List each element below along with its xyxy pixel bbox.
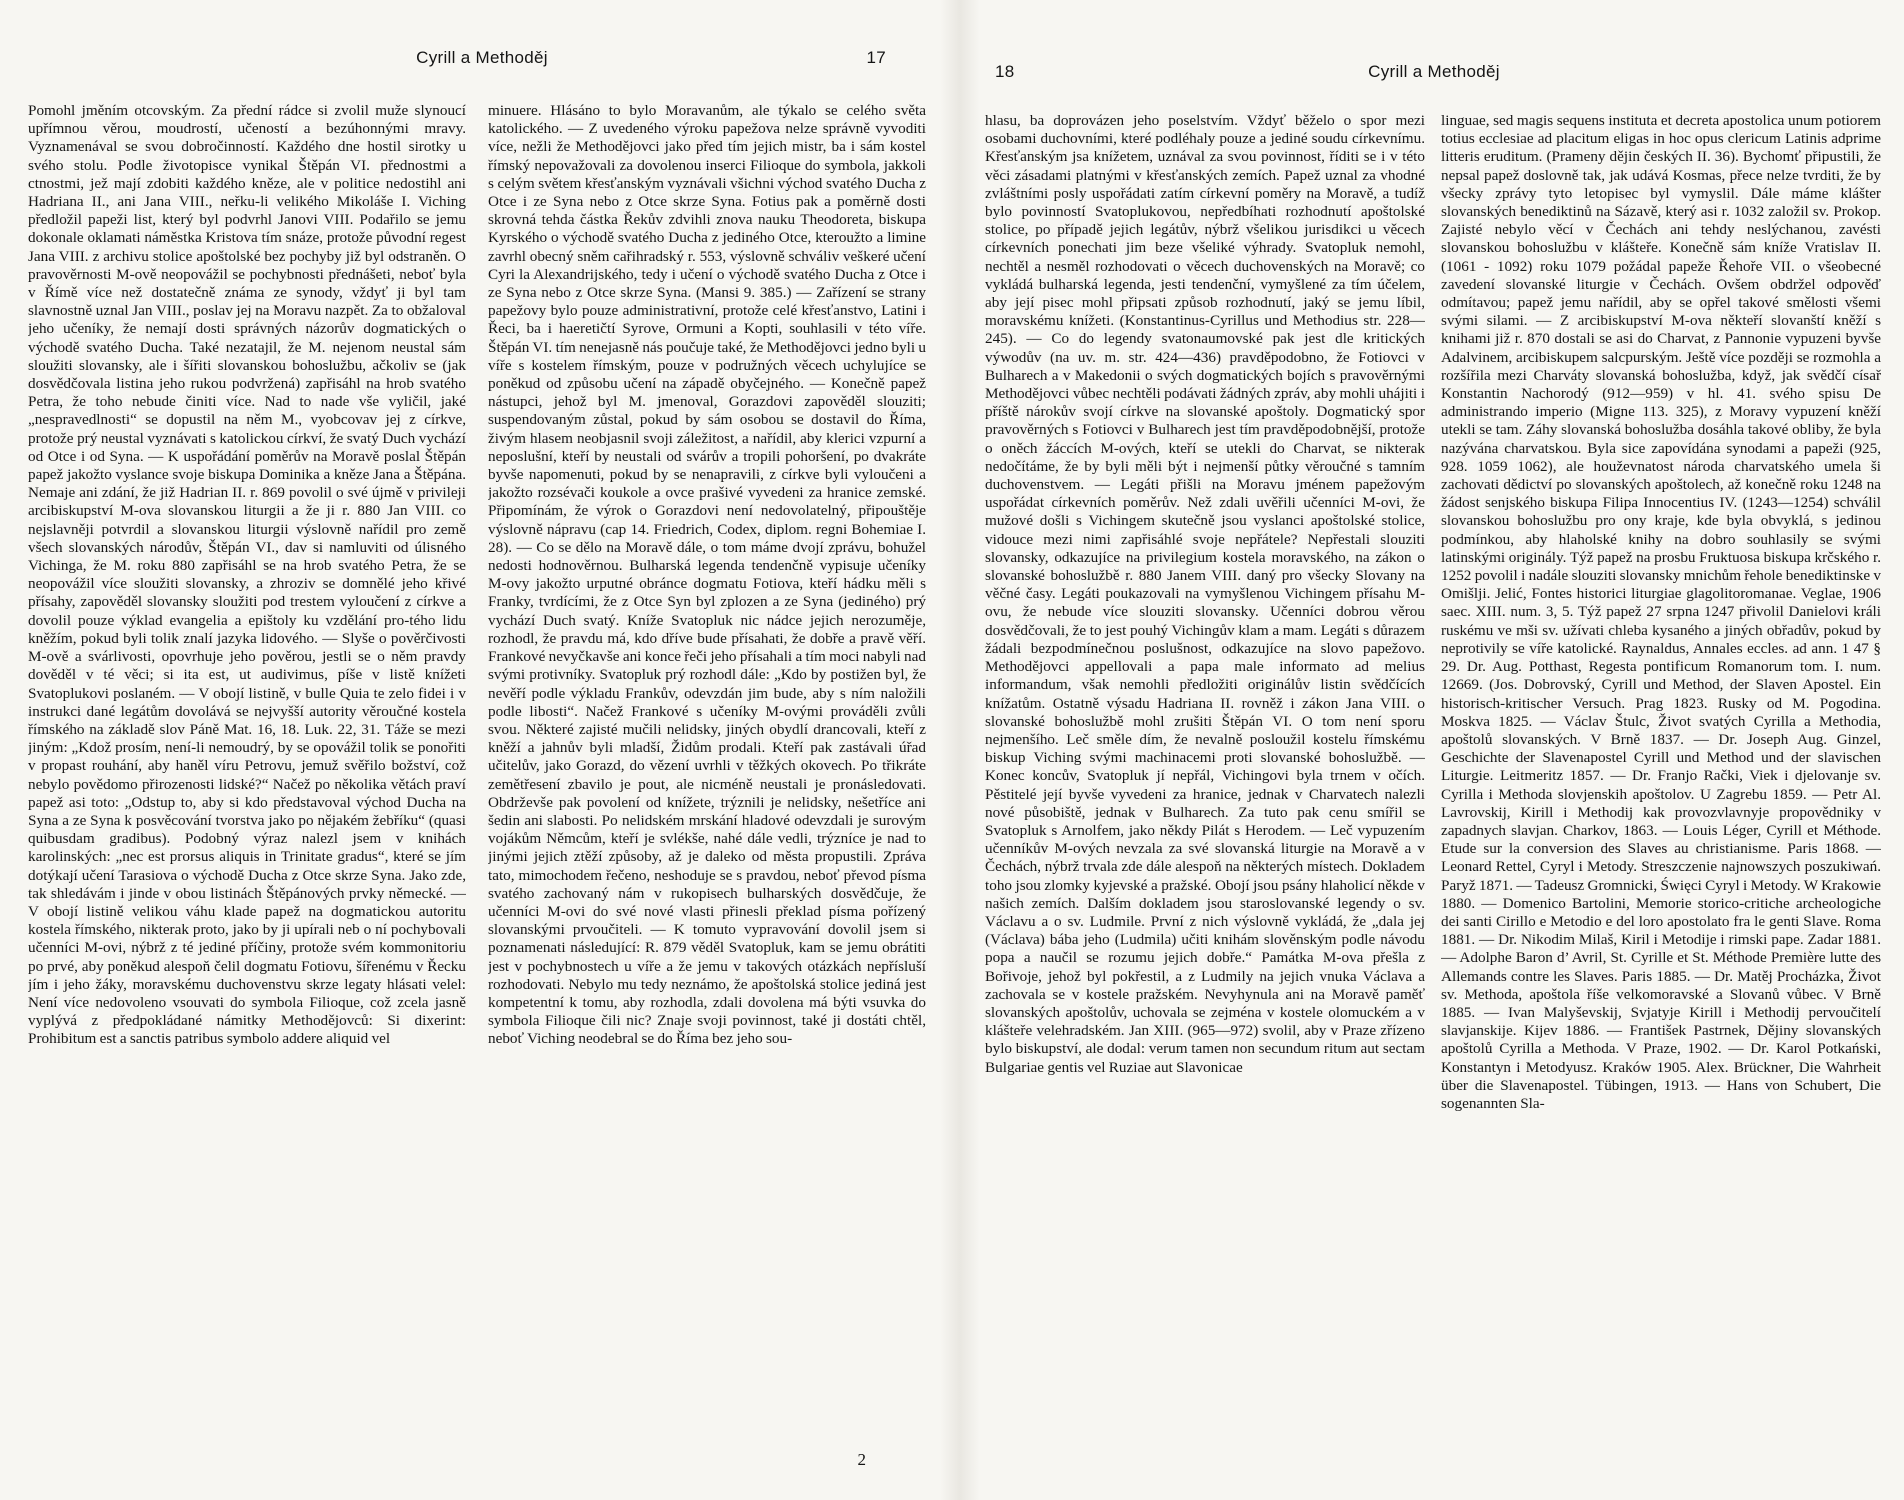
text-columns xyxy=(985,112,1883,1440)
signature-mark: 2 xyxy=(857,1450,866,1469)
text-column-left xyxy=(28,102,466,1440)
paragraph: linguae, sed magis sequens instituta et decreta apostolica unum potiorem totius ecclesiae ad placitum eligas in hoc opus clericum Latinis adprime litteris eruditum. (Prameny dějin českých II. 36). Bychomť připustili, že nepsal papež doslovně tak, jak udává Kosmas, přece nelze tvrditi, že by všecky zprávy tyto letopisec byl vymyslil. Dále máme klášter slovanských benediktinů na Sázavě, který asi r. 1032 založil sv. Prokop. Zajisté nebylo věcí v Čechách ani tehdy neslýchanou, zavésti slovanskou bohoslužbu v klášteře. Konečně sám kníže Vratislav II. (1061 - 1092) roku 1079 požádal papeže Řehoře VII. o všeobecné zavedení slovanské liturgie v Čechách. Ovšem obdržel odpověď odmítavou; papež jemu nařídil, aby se opřel takové smělosti všemi svými silami. — Z arcibiskupství M-ova někteří slovanští kněží s knihami již r. 870 dostali se asi do Charvat, z Pannonie vypuzeni byvše Adalvinem, arcibiskupem salcpurským. Ještě více později se rozmohla a rozšířila mezi Charváty slovanská bohoslužba, když, jak svědčí císař Konstantin Nachorodý (912—959) v hl. 41. svého spisu De administrando imperio (Migne 113. 325), z Moravy vypuzení kněží utekli se tam. Záhy slovanská bohoslužba dosáhla takové obliby, že byla nazývána charvatskou. Byla sice zapovídána synodami a papeži (925, 928. 1059 1062), ale houževnatost národa charvatského umela ši zachovati dědictví po slovanských apoštolech, až konečně roku 1248 na žádost senjského biskupa Filipa Innocentius IV. (1243—1254) schválil slovanskou bohoslužbu pro ony kraje, kde byla obvyklá, s jedinou podmínkou, aby hlaholské knihy na dobro souhlasily se svými latinskými originály. Týž papež na prosbu Fruktuosa biskupa krčského r. 1252 povolil i nadále slouziti slovansky mnichům řehole benediktinske v Omišlji. Jelić, Fontes historici liturgiae glagolitoromanae. Veglae, 1906 saec. XIII. num. 3, 5. Týž papež 27 srpna 1247 přivolil Danielovi králi ruskému ve mši sv. užívati chleba kysaného a jiných obřadův, pokud by neprotivily se víře katolické. Raynaldus, Annales eccles. ad ann. 1 47 § 29. Dr. Aug. Potthast, Regesta pontificum Romanorum tom. I. num. 12669. (Jos. Dobrovský, Cyrill und Method, der Slaven Apostel. Ein historisch-kritischer Versuch. Prag 1823. Rusky od M. Pogodina. Moskva 1825. — Václav Štulc, Život svatých Cyrilla a Methodia, apoštolů slovanských. V Brně 1837. — Dr. Joseph Aug. Ginzel, Geschichte der Slavenapostel Cyrill und Method und der slavischen Liturgie. Leitmeritz 1857. — Dr. Franjo Rački, Viek i djelovanje sv. Cyrilla i Methoda slovjenskih apoštolov. U Zagrebu 1859. — Petr Al. Lavrovskij, Kirill i Methodij kak provozvlavnyje propovědniky v zapadnych slavjan. Charkov, 1863. — Louis Léger, Cyrill et Méthode. Etude sur la conversion des Slaves au christianisme. Paris 1868. — Leonard Rettel, Cyryl i Metody. Streszczenie najnowszych poszukiwań. Paryž 1871. — Tadeusz Gromnicki, Święci Cyryl i Metody. W Krakowie 1880. — Domenico Bartolini, Memorie storico-critiche archeologiche dei santi Cirillo e Metodio e del loro apostolato fra le genti Slave. Roma 1881. — Dr. Nikodim Milaš, Kiril i Metodije i rimski pape. Zadar 1881. — Adolphe Baron d’ Avril, St. Cyrille et St. Méthode Première lutte des Allemands contre les Slaves. Paris 1885. — Dr. Matěj Procházka, Život sv. Methoda, apoštola říše velkomoravské a Slovanů vůbec. V Brně 1885. — Ivan Malyševskij, Svjatyje Kirill i Methodij pervoučitelí slavjanskije. Kijev 1886. — František Pastrnek, Dějiny slovanských apoštolů Cyrilla a Methoda. V Praze, 1902. — Dr. Karol Potkański, Konstantyn i Metodyusz. Kraków 1905. Alex. Brückner, Die Wahrheit über die Slavenapostel. Tübingen, 1913. — Hans von Schubert, Die sogenannten Sla- xyxy=(1441,112,1881,1112)
book-gutter xyxy=(940,0,980,1500)
text-column-left xyxy=(985,112,1425,1440)
running-head-title: Cyrill a Methoděj xyxy=(416,48,548,67)
paragraph: Pomohl jměním otcovským. Za přední rádce si zvolil muže slynoucí upřímnou věrou, moudrostí, učeností a bezúhonnými mravy. Vyznamenával se svou dobročinností. Každého dne hostil sirotky u svého stolu. Podle životopisce vynikal Štěpán VI. přednostmi a ctnostmi, jež mají zdobiti každého kněze, ale v politice nedostihl ani Hadriana II., ani Jana VIII., neřku-li velikého Mikoláše I. Viching předložil papeži list, který byl podvrhl Janovi VIII. Podařilo se jemu dokonale oklamati náměstka Kristova tím snáze, protože původní regest Jana VIII. z archivu stolice apoštolské bez pochyby již byl odstraněn. O pravověrnosti M-ově neopovážil se pochybnosti přednášeti, neboť byla v Římě více než dostatečně známa ze synody, vždyť ji byl tam slavnostně uznal Jan VIII., poslav jej na Moravu nazpět. Za to obžaloval jeho učeníky, že nemají dosti správných názorův dogmatických o východě svatého Ducha. Také nezatajil, že M. nejenom neustal sám sloužiti slovansky, ale i šířiti slovanskou bohoslužbu, ačkoliv se (jak dosvědčovala listina jeho rukou podvržená) zapřisáhl na hrob svatého Petra, že toho nebude činiti více. Nad to nade vše vyličil, jaké „nespravedlnosti“ se dopustil na něm M., vyobcovav jej z církve, protože prý neustal vyznávati s katolickou církví, že svatý Duch vychází od Otce i od Syna. — K uspořádání poměrův na Moravě poslal Štěpán papež jakožto vyslance svoje biskupa Dominika a kněze Jana a Štěpána. Nemaje ani zdání, že již Hadrian II. r. 869 povolil o své újmě v privileji arcibiskupství M-ova slovanskou liturgii a že ji r. 880 Jan VIII. co nejslavněji potvrdil a slovanskou liturgii výslovně nařídil pro země všech slovanských národův, Štěpán VI., dav si namluviti od úlisného Vichinga, že M. roku 880 zapřisáhl se na hrob svatého Petra, že se neopovážil více sloužiti slovansky, a zhroziv se domnělé jeho křivé přísahy, zapověděl slovansky sloužiti pod trestem vyloučení z církve a dovolil pouze výklad evangelia a epištoly ku vzdělání pro-tého lidu kněžím, pokud byli tolik znalí jazyka lidového. — Slyše o pověrčivosti M-ově a svárlivosti, opovrhuje jeho pověrou, jestli se o něm pravdy dověděl v té věci; si ita est, ut audivimus, píše v listě knížeti Svatoplukovi poslaném. — V obojí listině, v bulle Quia te zelo fidei i v instrukci dané legátům dovolává se nejvyšší autority věroučné kostela římského na základě slov Páně Mat. 16, 18. Luk. 22, 31. Táže se mezi jiným: „Kdož prosím, není-li nemoudrý, by se opovážil tolik se ponořiti v propast rouhání, aby haněl víru Petrovu, jemuž svěřilo božství, což nebylo povědomo přirozenosti lidské?“ Načež po několika větách praví papež asi toto: „Odstup to, aby si kdo představoval východ Ducha na Syna a ze Syna k posvěcování tvorstva jako po nějakém žebříku“ (quasi quibusdam gradibus). Podobný výraz nalezl jsem v knihách karolinských: „nec est prorsus aliquis in Trinitate gradus“, které se jím dotýkají učení Tarasiova o východě Ducha z Otce skrze Syna. Jako zde, tak shledávám i jinde v obou listinách Štěpánových prvky německé. — V obojí listině velikou váhu klade papež na dogmatickou autoritu kostela římského, nikterak proto, jako by ji upírali neb o ní pochybovali učenníci M-ovi, nýbrž z té jediné příčiny, protože svém kommonitoriu po prvé, aby poněkud alespoň čelil dogmatu Fotiovu, šířenému v Řecku jím i jeho žáky, moravskému duchovenstvu skrze legaty hlásati velel: Není více nedovoleno vsouvati do symbola Filioque, což zcela jasně vyplývá z předpokládané námitky Methodějovců: Si dixerint: Prohibitum est a sanctis patribus symbolo addere aliquid vel xyxy=(28,102,466,1048)
text-column-right xyxy=(1441,112,1881,1440)
page-number: 18 xyxy=(995,62,1015,81)
page-number: 17 xyxy=(866,48,886,67)
right-page xyxy=(985,0,1883,1500)
left-page xyxy=(28,0,936,1500)
text-columns xyxy=(28,102,936,1440)
paragraph: minuere. Hlásáno to bylo Moravanům, ale týkalo se celého světa katolického. — Z uvedeného výroku papežova nelze správně vyvoditi více, nežli že Methodějovci jako před tím jejich mistr, ba i sám kostel římský nepovažovali za dovolenou inserci Filioque do symbola, jakkoli s celým světem křesťanským vyznávali všichni východ svatého Ducha z Otce i ze Syna nebo z Otce skrze Syna. Fotius pak a poměrně dosti skrovná tehda částka Řekův zdvihli znova nauku Theodoreta, biskupa Kyrského o východě svatého Ducha z jediného Otce, kteroužto a limine zavrhl obecný sněm cařihradský r. 553, výslovně schváliv veškeré učení Cyri la Alexandrijského, tedy i učení o východě svatého Ducha z Otce i ze Syna nebo z Otce skrze Syna. (Mansi 9. 385.) — Zařízení se strany papežovy bylo pouze administrativní, protože celé křesťanstvo, Latini i Řeci, ba i haeretičtí Syrove, Ormuni a Kopti, souhlasili v této víře. Štěpán VI. tím nenejasně nás poučuje také, že Methodějovci jedno byli u víře s kostelem římským, pouze v podružných věcech uchylujíce se poněkud od způsobu učení na západě obyčejného. — Konečně papež nástupci, jehož byl M. jmenoval, Gorazdovi zapověděl slouziti; suspendovaným zůstal, pokud by sám osobou se dostavil do Říma, živým hlasem neobjasnil svoji záležitost, a nařídil, aby klerici vzpurní a neposlušní, kteří by neustali od svárův a tropili pohoršení, po dvakráte byvše napomenuti, pokud by se nenapravili, z církve byli vyloučeni a jakožto rozsévači koukole a ovce prašivé vyvedeni za hranice zemské. Připomínám, že výrok o Gorazdovi není nedovolatelný, připouštěje výslovně nápravu (cap 14. Friedrich, Codex, diplom. regni Bohemiae I. 28). — Co se dělo na Moravě dále, o tom máme dvojí zprávu, bohužel nedosti hodnověrnou. Bulharská legenda tendenčně vypisuje učeníky M-ovy jakožto urputné obránce dogmatu Fotiova, kteří hádku měli s Franky, tvrdícími, že z Otce Syn byl zplozen a ze Syna (jediného) prý vychází Duch svatý. Kníže Svatopluk nic nádce jejich nerozuměje, rozhodl, že pravdu má, kdo dříve bude přísahati, že dobře a pravě věří. Frankové nevyčkavše ani konce řeči jeho přísahali a tím moci nabyli nad svými protivníky. Svatopluk prý rozhodl dále: „Kdo by postižen byl, že nevěří podle výkladu Frankův, odevzdán jim bude, aby s ním naložili podle libosti“. Načež Frankové s učeníky M-ovými prováděli zvůli svou. Některé zajisté mučili nelidsky, jiných obydlí drancovali, kteří z kněží a jahnův byli mladší, Židům prodali. Kteří pak zastávali úřad učitelův, jako Gorazd, do vězení uvrhli v těžkých okovech. Po třikráte zemětřesení zbavilo je pout, ale nicméně neustali je pronásledovati. Obdrževše pak povolení od knížete, trýznili je nelidsky, nešetříce ani šedin ani slabosti. Po nelidském mrskání hladové odevzdali je surovým vojákům Němcům, kteří je svlékše, nahé dále vedli, trýzníce je nad to jinými jejich ztěží způsoby, až je daleko od města propustili. Zpráva tato, mimochodem řečeno, neshoduje se s pravdou, neboť převod písma svatého zachovaný nám v rukopisech bulharských dosvědčuje, že učenníci M-ovi do své nové vlasti přinesli překlad písma pořízený slovanskými prvoučiteli. — K tomuto vypravování dovolil jsem si poznamenati následující: R. 879 věděl Svatopluk, kam se jemu obrátiti jest v pochybnostech u víře a že jemu v takových otázkách nepřísluší rozhodovati. Nebylo mu tedy neznámo, že apoštolská stolice jediná jest kompetentní k tomu, aby rozhodla, zdali dovolena má býti vsuvka do symbola Filioque čili nic? Znaje svoji povinnost, také ji dostáti chtěl, neboť Viching neodebral se do Říma bez jeho sou- xyxy=(488,102,926,1048)
paragraph: hlasu, ba doprovázen jeho poselstvím. Vždyť běželo o spor mezi osobami duchovními, které podléhaly pouze a jediné soudu církevnímu. Křesťanským jsa knížetem, uznával za svou povinnost, říditi se i v této věci zásadami platnými v křesťanských zemích. Papež uznal za vhodné zvláštními posly uspořádati zatím církevní poměry na Moravě, a tudíž bylo povinností Svatoplukovou, nepředbíhati rozhodnutí apoštolské stolice, po případě jejich legátův, nýbrž všelikou jurisdikci u věcech církevních ponechati jim beze všeliké výhrady. Svatopluk nemohl, nechtěl a nesměl rozhodovati o věcech duchovenských na Moravě; co vykládá bulharská legenda, jesti tendenční, vymyšlené za tím účelem, aby její pisec mohl připsati způsob rozhodnutí, jaký se jemu líbil, moravskému knížeti. (Konstantinus-Cyrillus und Methodius str. 228—245). — Co do legendy svatonaumovské pak jest dle kritických výwodův (na uv. m. str. 424—436) pravděpodobno, že Fotiovci v Bulharech a v Makedonii o svých dogmatických bojích s pravověrnými Methodějovci vůbec nechtěli podávati žádných zpráv, aby mohli uhájiti i příště nárokův svojí církve na slovanské apoštoly. Dogmatický spor pravověrných s Fotiovci v Bulharech jest tím pravděpodobnější, protože o oněch žáccích M-ových, kteří se utekli do Charvat, se nikterak nedočítáme, že by byli měli být i nejmenší půtky věroučné s tamním duchovenstvem. — Legáti přišli na Moravu jménem papežovým uspořádat církevních poměrův. Než zdali uvěřili učenníci M-ovi, že mužové došli s Vichingem skutečně jsou vyslanci apoštolské stolice, vidouce mezi nimi zapřisáhlé svoje nepřátele? Nepřestali slouziti slovansky, odkazujíce na privilegium kostela moravského, na zákon o slovanské bohoslužbě r. 880 Janem VIII. daný pro všecky Slovany na věčné časy. Legáti poukazovali na vymyšlenou Vichingem přísahu M-ovu, že nebude více slouziti slovansky. Učenníci dobrou věrou dosvědčovali, že to jest pouhý Vichingův klam a mam. Legáti s důrazem žádali bezpodmínečnou poslušnost, odkazujíce na slovo papežovo. Methodějovci appellovali a papa male informato ad melius informandum, však nemohli předložiti originálův listin svědčících knížatům. Ostatně výsadu Hadriana II. rovněž i zákon Jana VIII. o slovanské bohoslužbě mohl zrušiti Štěpán VI. O tom není sporu nejmenšího. Leč směle dím, že nevalně posloužil kostelu římskému biskup Viching svými machinacemi proti slovanské bohoslužbě. — Konec koncův, Svatopluk jí nepřál, Vichingovi byla trnem v očích. Pěstitelé její byvše vyvedeni za hranice, jednak v Charvatech nalezli nové působiště, jednak v Bulharech. Za tuto pak cenu smířil se Svatopluk s Arnolfem, jako někdy Pilát s Herodem. — Leč vypuzením učenníkův M-ových nevzala za své slovanská liturgie na Moravě a v Čechách, nýbrž trvala zde dále alespoň na některých místech. Dokladem toho jsou zlomky kyjevské a pražské. Obojí jsou psány hlaholicí někde v našich zemích. Dalším dokladem jsou staroslovanské legendy o sv. Václavu a o sv. Ludmile. První z nich výslovně vykládá, že „dala jej (Václava) bába jeho (Ludmila) učiti knihám slověnským podle návodu popa a naučil se rozumu jejich dobře.“ Památka M-ova přešla z Bořivoje, jehož byl pokřestil, a z Ludmily na jejich vnuka Václava a zachovala se v kostele pražském. Nevyhynula ani na Moravě paměť slovanských apoštolův, uchovala se zejména v kostele olomuckém a v klášteře velehradském. Jan XIII. (965—972) svolil, aby v Praze zřízeno bylo biskupství, ale dodal: verum tamen non secundum ritum aut sectam Bulgariae gentis vel Ruziae aut Slavonicae xyxy=(985,112,1425,1076)
text-column-right xyxy=(488,102,926,1440)
running-head-title: Cyrill a Methoděj xyxy=(1368,62,1500,81)
